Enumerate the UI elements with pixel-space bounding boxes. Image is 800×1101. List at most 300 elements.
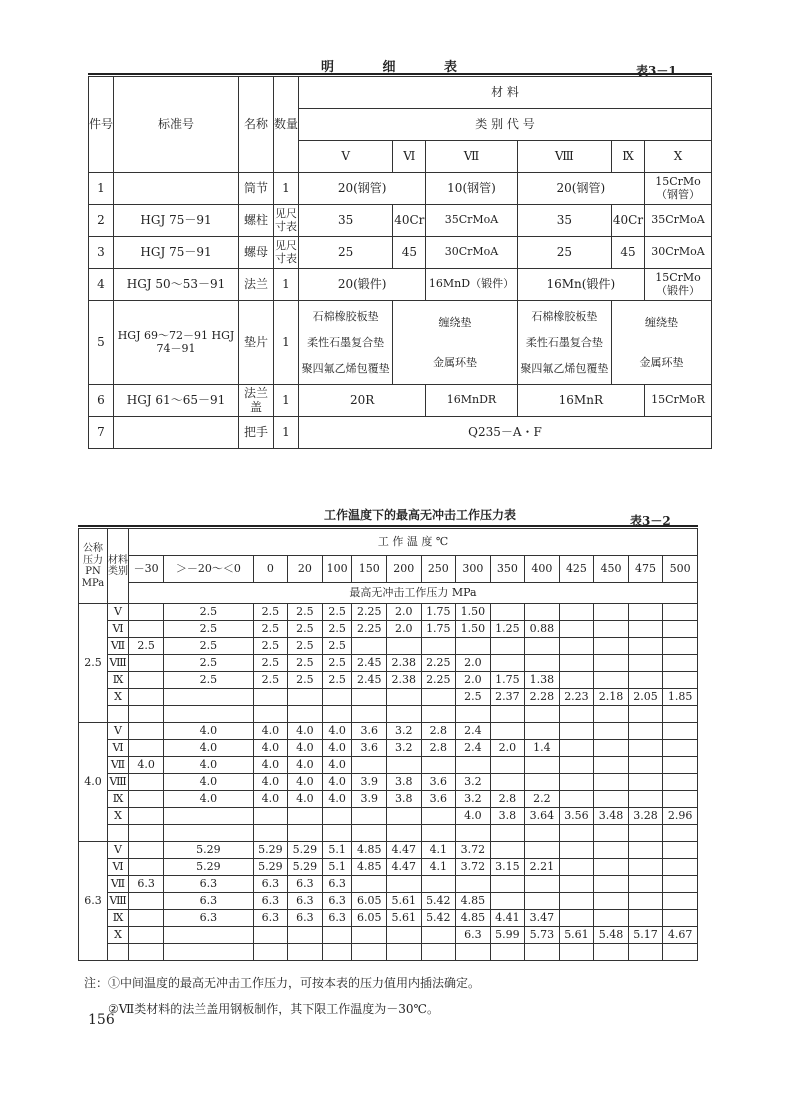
pressure-cell: [164, 927, 253, 944]
pressure-cell: [663, 723, 698, 740]
pressure-cell: 6.3: [164, 893, 253, 910]
empty-cell: [352, 825, 387, 842]
table-row: [79, 876, 698, 893]
row-mat-ix: 40Cr: [612, 205, 645, 237]
material-class: Ⅴ: [108, 723, 129, 740]
gasket-asbestos: 石棉橡胶板垫: [312, 309, 379, 323]
pressure-cell: 1.50: [456, 604, 491, 621]
table-row: [79, 672, 698, 689]
material-class: Ⅵ: [108, 621, 129, 638]
empty-cell: [456, 825, 491, 842]
pressure-cell: 3.28: [628, 808, 663, 825]
pressure-cell: 2.5: [253, 638, 288, 655]
pressure-cell: [594, 604, 629, 621]
pressure-cell: 2.0: [456, 672, 491, 689]
table-row: [79, 842, 698, 859]
pressure-cell: 6.05: [352, 893, 387, 910]
pressure-cell: 2.5: [322, 621, 352, 638]
row-no: 3: [89, 237, 114, 269]
pressure-cell: [129, 655, 164, 672]
empty-cell: [322, 944, 352, 961]
row-mat-all: Q235－A・F: [299, 417, 712, 449]
pressure-cell: [253, 927, 288, 944]
pressure-cell: [559, 740, 594, 757]
pressure-cell: [129, 604, 164, 621]
pressure-cell: 2.25: [352, 621, 387, 638]
pressure-cell: [288, 927, 323, 944]
row-mat-v: 20(钢管): [299, 173, 426, 205]
pressure-cell: 2.8: [421, 740, 456, 757]
pressure-cell: 2.4: [456, 723, 491, 740]
pressure-cell: [490, 604, 525, 621]
table2-number: 表3－2: [630, 514, 671, 528]
pressure-cell: [594, 910, 629, 927]
empty-cell: [490, 825, 525, 842]
pressure-cell: 4.0: [129, 757, 164, 774]
pressure-cell: 4.0: [164, 740, 253, 757]
header-material-class: 材料类别: [108, 529, 129, 604]
table-row: [79, 740, 698, 757]
pressure-cell: 5.99: [490, 927, 525, 944]
pressure-cell: [628, 604, 663, 621]
pressure-cell: 1.4: [525, 740, 560, 757]
table-row: [79, 927, 698, 944]
table-row: [89, 173, 712, 205]
pressure-cell: [288, 689, 323, 706]
table-row: [79, 774, 698, 791]
empty-cell: [387, 706, 422, 723]
pressure-cell: [421, 927, 456, 944]
header-material: 材 料: [299, 77, 712, 109]
pressure-cell: [129, 689, 164, 706]
row-mat-viii: 35: [517, 205, 611, 237]
row-mat-x: 15CrMo（锻件）: [645, 269, 712, 301]
material-class: Ⅶ: [108, 757, 129, 774]
empty-cell: [628, 706, 663, 723]
pressure-cell: 4.47: [387, 842, 422, 859]
table1-number: 表3－1: [636, 64, 677, 78]
pressure-cell: 5.17: [628, 927, 663, 944]
code-ix: Ⅸ: [612, 141, 645, 173]
gasket-spiral: 缠绕垫: [438, 315, 472, 329]
pressure-cell: 3.9: [352, 774, 387, 791]
empty-cell: [387, 944, 422, 961]
pressure-cell: 3.6: [421, 774, 456, 791]
pressure-cell: [129, 910, 164, 927]
pressure-cell: 2.5: [288, 655, 323, 672]
row-qty: 见尺寸表: [274, 237, 299, 269]
pressure-cell: 2.25: [352, 604, 387, 621]
pressure-cell: [628, 859, 663, 876]
pn-value: 6.3: [79, 842, 108, 961]
pressure-cell: 3.15: [490, 859, 525, 876]
pressure-cell: [129, 808, 164, 825]
pressure-cell: 3.2: [387, 740, 422, 757]
table2-top-rule: [78, 525, 698, 527]
row-name: 垫片: [239, 301, 274, 385]
row-std: HGJ 69～72－91 HGJ 74－91: [114, 301, 239, 385]
pressure-cell: [559, 638, 594, 655]
pressure-cell: [490, 876, 525, 893]
pressure-cell: [525, 723, 560, 740]
pressure-cell: [628, 655, 663, 672]
pressure-cell: 3.8: [490, 808, 525, 825]
row-gasket-v: [299, 301, 393, 385]
parts-list-table: [88, 76, 712, 449]
pressure-cell: [559, 604, 594, 621]
row-name: 法兰: [239, 269, 274, 301]
pressure-cell: [490, 757, 525, 774]
note-1: 注：①中间温度的最高无冲击工作压力，可按本表的压力值用内插法确定。: [84, 976, 481, 990]
pressure-cell: 2.25: [421, 672, 456, 689]
pressure-cell: 2.38: [387, 672, 422, 689]
pressure-cell: 3.72: [456, 859, 491, 876]
pressure-cell: [663, 621, 698, 638]
pressure-cell: [559, 774, 594, 791]
pressure-cell: 4.0: [322, 757, 352, 774]
row-mat-vi: 45: [393, 237, 426, 269]
pressure-cell: [387, 757, 422, 774]
table-row: [79, 808, 698, 825]
row-no: 4: [89, 269, 114, 301]
empty-cell: [253, 706, 288, 723]
pressure-cell: 3.64: [525, 808, 560, 825]
pressure-cell: 3.8: [387, 774, 422, 791]
pressure-cell: [663, 604, 698, 621]
gasket-metal-ring: 金属环垫: [639, 355, 684, 369]
pressure-cell: 5.29: [288, 842, 323, 859]
gasket-graphite: 柔性石墨复合垫: [307, 335, 385, 349]
pressure-cell: [628, 791, 663, 808]
empty-cell: [594, 706, 629, 723]
pressure-cell: [129, 842, 164, 859]
row-mat-x: 35CrMoA: [645, 205, 712, 237]
material-class: Ⅵ: [108, 859, 129, 876]
pressure-cell: [663, 774, 698, 791]
pressure-cell: [387, 876, 422, 893]
empty-cell: [108, 944, 129, 961]
header-pressure: 最高无冲击工作压力 MPa: [129, 583, 698, 604]
pressure-cell: 3.47: [525, 910, 560, 927]
pressure-cell: [525, 876, 560, 893]
pressure-cell: 6.3: [129, 876, 164, 893]
pressure-cell: 4.0: [288, 757, 323, 774]
temp-col-header: 300: [456, 556, 491, 583]
pressure-cell: 4.1: [421, 842, 456, 859]
pressure-cell: [628, 740, 663, 757]
pressure-cell: [352, 689, 387, 706]
row-mat-vii: 16MnD（锻件）: [426, 269, 517, 301]
pressure-cell: 2.5: [288, 672, 323, 689]
empty-cell: [129, 944, 164, 961]
pressure-cell: [594, 740, 629, 757]
pressure-cell: 1.38: [525, 672, 560, 689]
code-vi: Ⅵ: [393, 141, 426, 173]
pressure-cell: 4.0: [164, 757, 253, 774]
row-qty: 1: [274, 417, 299, 449]
row-std: HGJ 75－91: [114, 205, 239, 237]
empty-cell: [352, 944, 387, 961]
pressure-cell: [559, 859, 594, 876]
page-number: 156: [88, 1012, 115, 1028]
pressure-cell: [628, 910, 663, 927]
table-notes: [84, 970, 480, 1022]
pressure-cell: 4.0: [322, 740, 352, 757]
pressure-cell: 2.5: [253, 672, 288, 689]
pressure-cell: 4.0: [164, 791, 253, 808]
gasket-asbestos: 石棉橡胶板垫: [531, 309, 598, 323]
pressure-cell: [253, 689, 288, 706]
empty-cell: [164, 944, 253, 961]
spacer-row: [79, 706, 698, 723]
code-vii: Ⅶ: [426, 141, 517, 173]
pressure-cell: [490, 774, 525, 791]
pressure-cell: [628, 723, 663, 740]
pressure-cell: [594, 876, 629, 893]
table-row: [89, 301, 712, 385]
pressure-cell: 1.75: [490, 672, 525, 689]
empty-cell: [559, 706, 594, 723]
table-row: [89, 385, 712, 417]
row-qty: 见尺寸表: [274, 205, 299, 237]
pressure-cell: [164, 808, 253, 825]
pressure-cell: [594, 859, 629, 876]
pressure-cell: 5.29: [253, 859, 288, 876]
gasket-graphite: 柔性石墨复合垫: [525, 335, 603, 349]
row-mat-v: 20R: [299, 385, 426, 417]
empty-cell: [490, 706, 525, 723]
pressure-cell: [663, 842, 698, 859]
row-mat-v: 25: [299, 237, 393, 269]
pressure-cell: [628, 757, 663, 774]
row-mat-viii: 16Mn(锻件): [517, 269, 644, 301]
pressure-cell: 4.0: [322, 723, 352, 740]
pressure-cell: [663, 791, 698, 808]
pressure-cell: 6.3: [253, 876, 288, 893]
pressure-cell: 1.75: [421, 621, 456, 638]
material-class: Ⅶ: [108, 876, 129, 893]
empty-cell: [663, 825, 698, 842]
material-class: Ⅸ: [108, 672, 129, 689]
pressure-cell: [456, 638, 491, 655]
pressure-cell: 5.61: [387, 910, 422, 927]
table-row: [89, 269, 712, 301]
pressure-cell: 2.5: [164, 638, 253, 655]
pressure-cell: [559, 672, 594, 689]
pressure-cell: [387, 638, 422, 655]
pressure-cell: 4.85: [456, 893, 491, 910]
pressure-cell: [525, 842, 560, 859]
row-name: 螺母: [239, 237, 274, 269]
pressure-cell: [456, 757, 491, 774]
pressure-cell: 4.0: [288, 774, 323, 791]
pressure-cell: [663, 672, 698, 689]
pressure-cell: [490, 842, 525, 859]
note-2: ②Ⅶ类材料的法兰盖用钢板制作，其下限工作温度为－30℃。: [108, 1002, 439, 1016]
pressure-cell: 2.5: [253, 604, 288, 621]
pressure-cell: 4.0: [164, 774, 253, 791]
spacer-row: [79, 944, 698, 961]
pressure-cell: 4.41: [490, 910, 525, 927]
row-mat-x: 15CrMoR: [645, 385, 712, 417]
pressure-cell: [559, 910, 594, 927]
pressure-cell: [129, 859, 164, 876]
empty-cell: [594, 944, 629, 961]
row-gasket-ix-x: [612, 301, 712, 385]
table-row: [79, 621, 698, 638]
empty-cell: [164, 825, 253, 842]
temp-col-header: 350: [490, 556, 525, 583]
temp-col-header: 20: [288, 556, 323, 583]
pressure-cell: [129, 774, 164, 791]
pressure-cell: 2.5: [288, 621, 323, 638]
empty-cell: [108, 706, 129, 723]
pressure-cell: [129, 927, 164, 944]
pressure-cell: [663, 638, 698, 655]
pressure-cell: 2.25: [421, 655, 456, 672]
pressure-cell: 5.48: [594, 927, 629, 944]
empty-cell: [456, 944, 491, 961]
pressure-cell: [456, 876, 491, 893]
pressure-cell: [490, 655, 525, 672]
header-temperature: 工 作 温 度 ℃: [129, 529, 698, 556]
pressure-cell: [164, 689, 253, 706]
pressure-cell: 3.8: [387, 791, 422, 808]
pressure-cell: 5.61: [559, 927, 594, 944]
pressure-cell: 3.2: [456, 791, 491, 808]
pressure-cell: [663, 893, 698, 910]
table-row: [89, 205, 712, 237]
pressure-cell: [594, 774, 629, 791]
material-class: Ⅹ: [108, 927, 129, 944]
pressure-cell: 4.0: [288, 740, 323, 757]
pressure-cell: [594, 842, 629, 859]
pressure-cell: 4.0: [253, 723, 288, 740]
code-x: Ⅹ: [645, 141, 712, 173]
empty-cell: [288, 944, 323, 961]
empty-cell: [164, 706, 253, 723]
pressure-cell: 4.1: [421, 859, 456, 876]
pressure-cell: 6.3: [164, 876, 253, 893]
pressure-cell: 2.0: [387, 621, 422, 638]
pressure-cell: 1.50: [456, 621, 491, 638]
empty-cell: [253, 825, 288, 842]
temp-col-header: 100: [322, 556, 352, 583]
pressure-cell: [421, 757, 456, 774]
table-row: [79, 859, 698, 876]
pressure-cell: [129, 621, 164, 638]
pressure-cell: [288, 808, 323, 825]
row-mat-vi: 40Cr: [393, 205, 426, 237]
temp-col-header: 400: [525, 556, 560, 583]
pressure-cell: [322, 689, 352, 706]
pressure-cell: [129, 893, 164, 910]
material-class: Ⅸ: [108, 910, 129, 927]
pressure-cell: [663, 655, 698, 672]
empty-cell: [525, 825, 560, 842]
material-class: Ⅷ: [108, 774, 129, 791]
pressure-cell: [421, 876, 456, 893]
table-row: [79, 655, 698, 672]
header-std-no: 标准号: [114, 77, 239, 173]
pressure-cell: 6.3: [253, 893, 288, 910]
row-name: 筒节: [239, 173, 274, 205]
pressure-cell: [352, 876, 387, 893]
gasket-ptfe: 聚四氟乙烯包覆垫: [520, 361, 609, 375]
pressure-cell: [628, 842, 663, 859]
temp-col-header: 0: [253, 556, 288, 583]
empty-cell: [525, 706, 560, 723]
pressure-cell: 2.5: [322, 604, 352, 621]
row-gasket-vii-viii: [517, 301, 611, 385]
pressure-cell: [352, 757, 387, 774]
pressure-cell: 4.0: [456, 808, 491, 825]
pressure-cell: 2.5: [164, 655, 253, 672]
pressure-cell: 2.8: [490, 791, 525, 808]
row-gasket-vi-vii: [393, 301, 517, 385]
pressure-cell: [129, 672, 164, 689]
temp-col-header: 475: [628, 556, 663, 583]
empty-cell: [322, 706, 352, 723]
pressure-cell: [525, 604, 560, 621]
row-qty: 1: [274, 173, 299, 205]
pressure-cell: 2.28: [525, 689, 560, 706]
pn-value: 2.5: [79, 604, 108, 723]
pressure-cell: [594, 621, 629, 638]
empty-cell: [421, 944, 456, 961]
row-std: [114, 417, 239, 449]
pressure-cell: 2.38: [387, 655, 422, 672]
pressure-cell: [559, 655, 594, 672]
row-mat-viii: 25: [517, 237, 611, 269]
pressure-cell: 4.0: [253, 740, 288, 757]
pressure-cell: 5.73: [525, 927, 560, 944]
pressure-cell: [594, 893, 629, 910]
pressure-cell: 5.29: [253, 842, 288, 859]
pressure-cell: 2.21: [525, 859, 560, 876]
pressure-cell: 4.85: [456, 910, 491, 927]
row-std: [114, 173, 239, 205]
empty-cell: [628, 944, 663, 961]
table1-title: 明 细 表: [320, 60, 480, 75]
pressure-cell: 6.3: [322, 893, 352, 910]
row-qty: 1: [274, 269, 299, 301]
gasket-ptfe: 聚四氟乙烯包覆垫: [301, 361, 390, 375]
pressure-cell: 2.45: [352, 655, 387, 672]
pressure-cell: [352, 927, 387, 944]
pressure-cell: [525, 638, 560, 655]
empty-cell: [525, 944, 560, 961]
pressure-cell: 4.47: [387, 859, 422, 876]
pressure-cell: 6.3: [164, 910, 253, 927]
pressure-cell: 2.5: [322, 638, 352, 655]
pressure-cell: 2.0: [387, 604, 422, 621]
pressure-cell: 5.1: [322, 859, 352, 876]
table-row: [89, 417, 712, 449]
pressure-cell: 3.6: [352, 723, 387, 740]
pressure-cell: 3.6: [352, 740, 387, 757]
pressure-cell: 6.3: [456, 927, 491, 944]
pressure-cell: [663, 740, 698, 757]
row-mat-ix: 45: [612, 237, 645, 269]
header-category-code: 类 别 代 号: [299, 109, 712, 141]
empty-cell: [421, 706, 456, 723]
pressure-cell: 2.5: [288, 638, 323, 655]
temp-col-header: 250: [421, 556, 456, 583]
pressure-cell: [421, 638, 456, 655]
pressure-cell: 3.56: [559, 808, 594, 825]
pressure-cell: 2.8: [421, 723, 456, 740]
